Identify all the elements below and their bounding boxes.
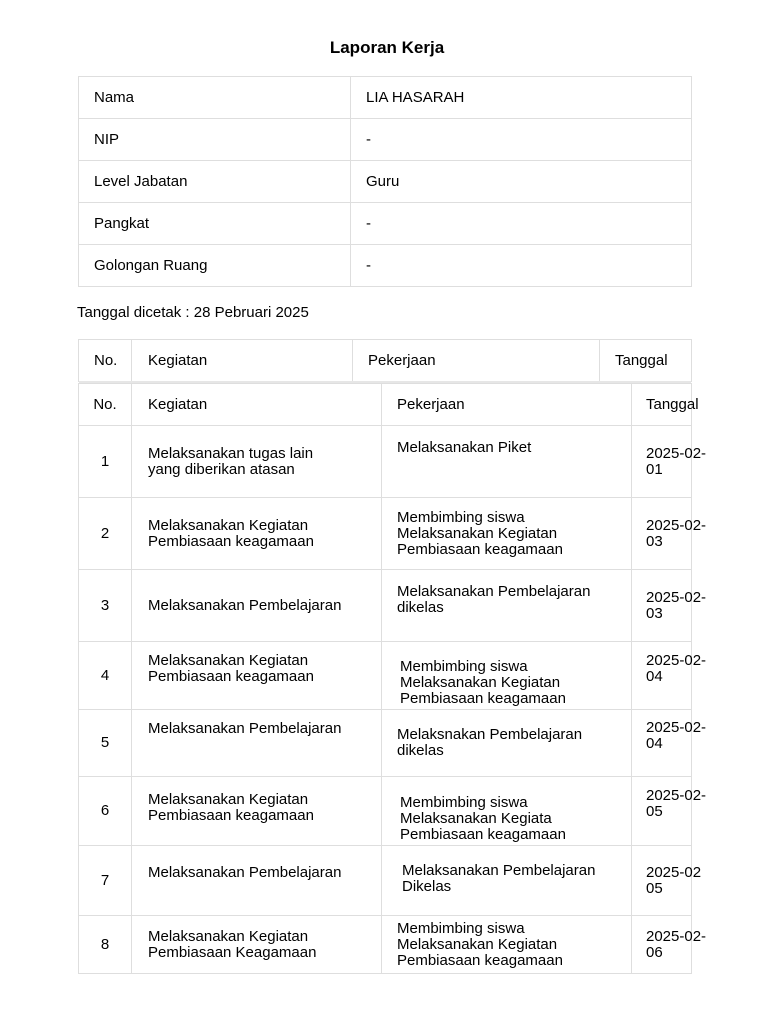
row-no: 6 (79, 777, 132, 846)
row-tanggal-text: 2025-02-06 (646, 927, 707, 961)
row-kegiatan-text: Melaksanakan Kegiatan Pembiasaan Keagamaan (148, 927, 317, 961)
row-kegiatan (132, 426, 382, 498)
row-tanggal-text: 2025-02-03 (646, 516, 707, 550)
column-divider (599, 340, 600, 381)
profile-value: LIA HASARAH (351, 77, 692, 119)
row-pekerjaan-text: Membimbing siswa Melaksanakan Kegiatan Pembiasaan keagamaan (397, 508, 563, 558)
row-pekerjaan (382, 426, 632, 498)
row-kegiatan (132, 642, 382, 710)
report-title: Laporan Kerja (329, 38, 445, 57)
column-header-no: No. (79, 384, 132, 426)
row-tanggal (632, 916, 707, 974)
profile-value: - (351, 245, 692, 287)
row-tanggal-text: 2025-02-04 (646, 719, 707, 752)
row-no: 3 (79, 570, 132, 642)
row-pekerjaan (382, 846, 632, 916)
table-row (79, 846, 692, 916)
printed-date: Tanggal dicetak : 28 Pebruari 2025 (77, 304, 309, 321)
profile-label: Level Jabatan (79, 161, 351, 203)
row-kegiatan (132, 710, 382, 777)
row-tanggal (632, 642, 707, 710)
row-kegiatan (132, 498, 382, 570)
row-kegiatan-text: Melaksanakan Kegiatan Pembiasaan keagamaan (148, 791, 314, 824)
row-pekerjaan (382, 710, 632, 777)
repeated-table-header (78, 339, 692, 382)
profile-label: NIP (79, 119, 351, 161)
row-kegiatan (132, 846, 382, 916)
row-tanggal (632, 710, 707, 777)
header-pekerjaan: Pekerjaan (368, 352, 436, 369)
profile-table (78, 76, 692, 287)
row-pekerjaan (382, 642, 632, 710)
row-tanggal (632, 570, 707, 642)
profile-row-nama (79, 77, 692, 119)
row-tanggal-text: 2025-02-04 (646, 652, 707, 685)
profile-row-golongan-ruang (79, 245, 692, 287)
row-pekerjaan (382, 916, 632, 974)
profile-value: - (351, 119, 692, 161)
row-tanggal (632, 498, 707, 570)
row-tanggal (632, 426, 707, 498)
profile-label: Golongan Ruang (79, 245, 351, 287)
row-pekerjaan-text: Membimbing siswa Melaksanakan Kegiatan Pembiasaan keagamaan (397, 919, 563, 969)
table-row (79, 642, 692, 710)
column-header-kegiatan: Kegiatan (132, 384, 382, 426)
row-no: 8 (79, 916, 132, 974)
row-kegiatan-text: Melaksanakan Pembelajaran (148, 864, 342, 881)
row-tanggal-text: 2025-02-05 (646, 787, 707, 820)
row-kegiatan-text: Melaksanakan Pembelajaran (148, 596, 342, 614)
table-row (79, 426, 692, 498)
table-row (79, 777, 692, 846)
row-pekerjaan-text: Melaksanakan Piket (397, 439, 532, 456)
profile-row-nip (79, 119, 692, 161)
row-pekerjaan-text: Melaksanakan Pembelajaran Dikelas (402, 862, 596, 895)
profile-row-level-jabatan (79, 161, 692, 203)
row-kegiatan-text: Melaksanakan Pembelajaran (148, 720, 342, 737)
table-row (79, 710, 692, 777)
row-pekerjaan-text: Membimbing siswa Melaksanakan Kegiatan Pembiasaan keagamaan (400, 658, 566, 707)
table-row (79, 570, 692, 642)
profile-label: Pangkat (79, 203, 351, 245)
row-tanggal (632, 777, 707, 846)
row-pekerjaan (382, 498, 632, 570)
row-pekerjaan-text: Membimbing siswa Melaksanakan Kegiata Pembiasaan keagamaan (400, 794, 566, 843)
profile-value: - (351, 203, 692, 245)
header-no: No. (94, 352, 118, 369)
profile-label: Nama (79, 77, 351, 119)
row-kegiatan (132, 777, 382, 846)
row-kegiatan (132, 570, 382, 642)
row-no: 1 (79, 426, 132, 498)
row-tanggal-text: 2025-02-01 (646, 444, 707, 478)
table-header-row (79, 384, 692, 426)
row-pekerjaan (382, 777, 632, 846)
row-kegiatan-text: Melaksanakan Kegiatan Pembiasaan keagamaan (148, 652, 314, 685)
table-row (79, 916, 692, 974)
profile-value: Guru (351, 161, 692, 203)
profile-row-pangkat (79, 203, 692, 245)
row-kegiatan (132, 916, 382, 974)
column-divider (352, 340, 353, 381)
row-tanggal-text: 2025-02-03 (646, 588, 707, 622)
row-no: 7 (79, 846, 132, 916)
row-pekerjaan-text: Melaksnakan Pembelajaran dikelas (397, 726, 583, 759)
row-tanggal (632, 846, 702, 916)
row-no: 5 (79, 710, 132, 777)
column-divider (131, 340, 132, 381)
header-kegiatan: Kegiatan (148, 352, 208, 369)
row-pekerjaan-text: Melaksanakan Pembelajaran dikelas (397, 583, 591, 616)
column-header-tanggal: Tanggal (632, 384, 692, 426)
row-kegiatan-text: Melaksanakan Kegiatan Pembiasaan keagamaan (148, 516, 314, 550)
activity-table (78, 383, 707, 974)
header-tanggal: Tanggal (615, 352, 668, 369)
table-row (79, 498, 692, 570)
column-header-pekerjaan: Pekerjaan (382, 384, 632, 426)
row-tanggal-text: 2025-02 05 (646, 863, 702, 897)
row-kegiatan-text: Melaksanakan tugas lain yang diberikan atasan (148, 444, 314, 478)
row-pekerjaan (382, 570, 632, 642)
row-no: 4 (79, 642, 132, 710)
row-no: 2 (79, 498, 132, 570)
